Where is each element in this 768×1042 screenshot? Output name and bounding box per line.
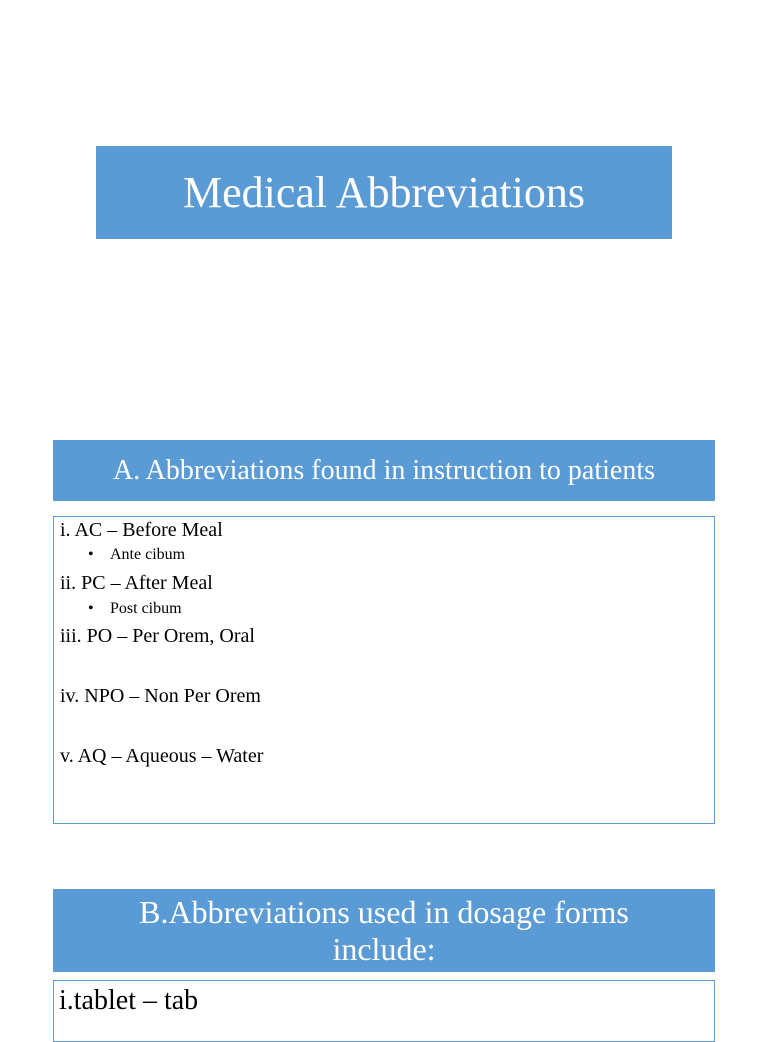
section-b-header-line1: B.Abbreviations used in dosage forms [139,893,629,930]
page-title [96,146,672,239]
list-item: iv. NPO – Non Per Orem [60,685,261,707]
bullet-icon: • [88,600,94,617]
bullet-icon: • [88,546,94,563]
sub-list-item [88,546,185,564]
sub-list-item-text: Ante cibum [110,546,186,563]
list-item: i. AC – Before Meal [60,519,223,541]
section-b-content [53,980,715,1042]
list-item: iii. PO – Per Orem, Oral [60,625,255,647]
sub-list-item-text: Post cibum [110,600,182,617]
list-item: i.tablet – tab [59,985,199,1016]
section-b-header [53,889,715,972]
section-a-content [53,516,715,824]
section-a-header-text: A. Abbreviations found in instruction to patients [112,454,656,486]
sub-list-item [88,600,182,618]
list-item: v. AQ – Aqueous – Water [60,745,264,767]
section-a-header [53,440,715,501]
page-title-text: Medical Abbreviations [182,168,585,217]
list-item: ii. PC – After Meal [60,572,213,594]
section-b-header-line2: include: [332,930,436,967]
